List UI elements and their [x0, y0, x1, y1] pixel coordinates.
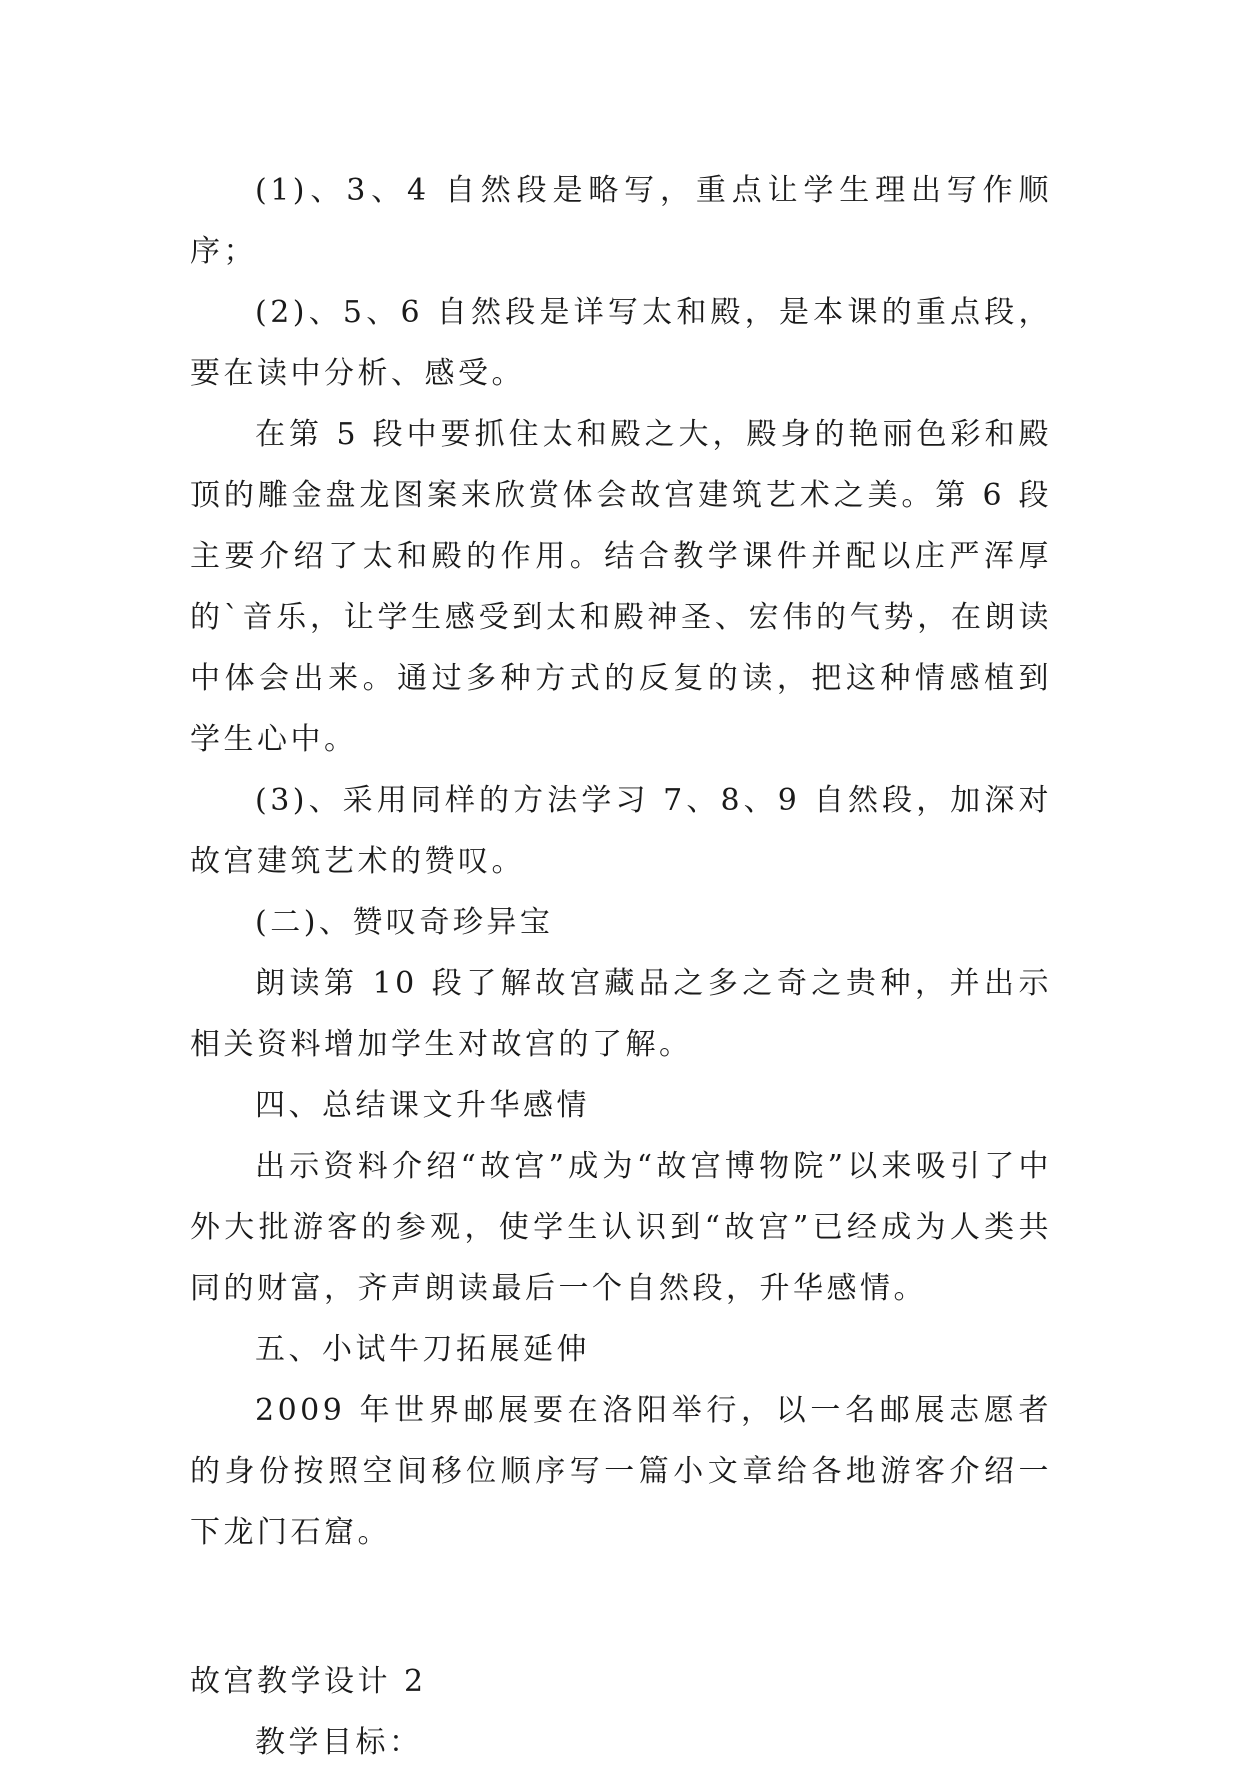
paragraph-2: (2)、5、6 自然段是详写太和殿，是本课的重点段，要在读中分析、感受。 — [190, 295, 1052, 391]
paragraph-1: (1)、3、4 自然段是略写，重点让学生理出写作顺序； — [190, 173, 1052, 269]
paragraph-objectives: 教学目标： — [255, 1725, 423, 1760]
subheading-extension: 五、小试牛刀拓展延伸 — [255, 1332, 590, 1367]
section-title: 故宫教学设计 2 — [190, 1664, 427, 1699]
subheading-treasures: (二)、赞叹奇珍异宝 — [255, 905, 554, 940]
paragraph-5: 朗读第 10 段了解故宫藏品之多之奇之贵种，并出示相关资料增加学生对故宫的了解。 — [190, 966, 1052, 1062]
paragraph-6: 出示资料介绍“故宫”成为“故宫博物院”以来吸引了中外大批游客的参观，使学生认识到“故宫”已经成为人类共同的财富，齐声朗读最后一个自然段，升华感情。 — [190, 1149, 1052, 1306]
paragraph-7: 2009 年世界邮展要在洛阳举行，以一名邮展志愿者的身份按照空间移位顺序写一篇小文章给各地游客介绍一下龙门石窟。 — [190, 1393, 1052, 1550]
document-body — [190, 160, 1052, 1773]
paragraph-3: 在第 5 段中要抓住太和殿之大，殿身的艳丽色彩和殿顶的雕金盘龙图案来欣赏体会故宫建筑艺术之美。第 6 段主要介绍了太和殿的作用。结合教学课件并配以庄严浑厚的`音乐，让学生感受到太和殿神圣、宏伟的气势，在朗读中体会出来。通过多种方式的反复的读，把这种情感植到学生心中。 — [190, 417, 1052, 757]
paragraph-4: (3)、采用同样的方法学习 7、8、9 自然段，加深对故宫建筑艺术的赞叹。 — [190, 783, 1052, 879]
subheading-summary: 四、总结课文升华感情 — [255, 1088, 590, 1123]
section-gap — [190, 1563, 1052, 1651]
